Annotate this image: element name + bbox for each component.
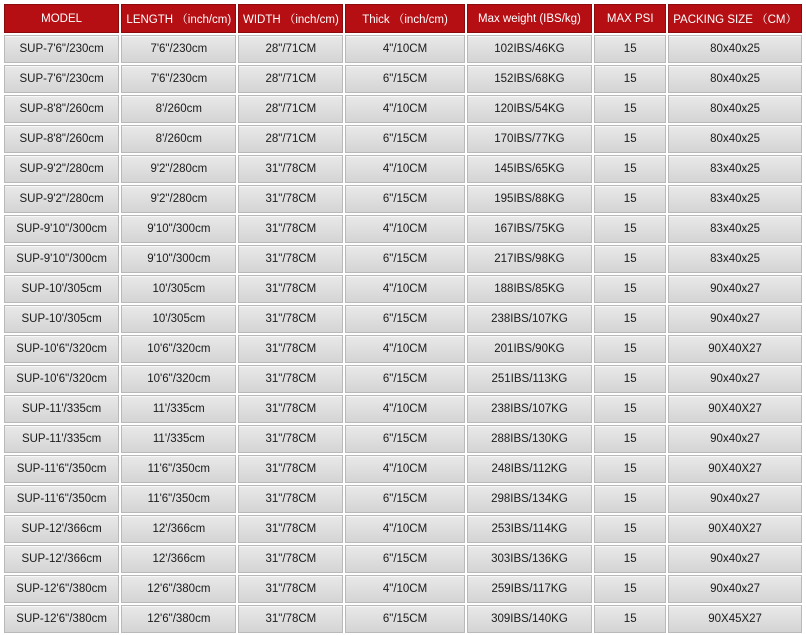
cell-width: 31"/78CM — [238, 485, 343, 513]
cell-thick: 4"/10CM — [345, 515, 464, 543]
cell-packing-size: 90X45X27 — [668, 605, 802, 633]
cell-width: 31"/78CM — [238, 575, 343, 603]
cell-max-weight: 238IBS/107KG — [467, 395, 593, 423]
cell-model: SUP-9'10"/300cm — [4, 245, 119, 273]
cell-thick: 4"/10CM — [345, 95, 464, 123]
cell-length: 12'6"/380cm — [121, 605, 236, 633]
table-row — [4, 185, 802, 213]
cell-max-psi: 15 — [594, 65, 666, 93]
cell-length: 11'/335cm — [121, 395, 236, 423]
cell-width: 31"/78CM — [238, 545, 343, 573]
product-spec-table — [2, 2, 804, 635]
cell-packing-size: 80x40x25 — [668, 35, 802, 63]
cell-thick: 6"/15CM — [345, 125, 464, 153]
cell-thick: 6"/15CM — [345, 605, 464, 633]
cell-max-weight: 152IBS/68KG — [467, 65, 593, 93]
cell-thick: 4"/10CM — [345, 455, 464, 483]
cell-packing-size: 90x40x27 — [668, 575, 802, 603]
cell-packing-size: 83x40x25 — [668, 245, 802, 273]
cell-packing-size: 90X40X27 — [668, 455, 802, 483]
cell-width: 31"/78CM — [238, 305, 343, 333]
cell-packing-size: 83x40x25 — [668, 215, 802, 243]
cell-thick: 6"/15CM — [345, 485, 464, 513]
cell-packing-size: 90X40X27 — [668, 515, 802, 543]
cell-model: SUP-9'10"/300cm — [4, 215, 119, 243]
cell-packing-size: 80x40x25 — [668, 95, 802, 123]
cell-max-psi: 15 — [594, 395, 666, 423]
cell-width: 28"/71CM — [238, 125, 343, 153]
cell-width: 31"/78CM — [238, 335, 343, 363]
cell-thick: 6"/15CM — [345, 365, 464, 393]
cell-packing-size: 83x40x25 — [668, 155, 802, 183]
cell-length: 12'6"/380cm — [121, 575, 236, 603]
cell-model: SUP-9'2"/280cm — [4, 155, 119, 183]
table-body — [4, 35, 802, 633]
cell-length: 11'6"/350cm — [121, 455, 236, 483]
cell-max-psi: 15 — [594, 365, 666, 393]
cell-thick: 4"/10CM — [345, 395, 464, 423]
cell-length: 9'2"/280cm — [121, 185, 236, 213]
cell-model: SUP-8'8"/260cm — [4, 125, 119, 153]
cell-model: SUP-12'6"/380cm — [4, 575, 119, 603]
table-row — [4, 95, 802, 123]
cell-model: SUP-10'/305cm — [4, 275, 119, 303]
cell-length: 12'/366cm — [121, 515, 236, 543]
table-row — [4, 575, 802, 603]
cell-model: SUP-11'/335cm — [4, 395, 119, 423]
cell-max-psi: 15 — [594, 275, 666, 303]
table-row — [4, 335, 802, 363]
cell-length: 8'/260cm — [121, 125, 236, 153]
cell-packing-size: 80x40x25 — [668, 125, 802, 153]
cell-packing-size: 90x40x27 — [668, 365, 802, 393]
cell-length: 7'6"/230cm — [121, 65, 236, 93]
table-row — [4, 425, 802, 453]
cell-width: 31"/78CM — [238, 275, 343, 303]
table-row — [4, 545, 802, 573]
table-row — [4, 65, 802, 93]
table-row — [4, 515, 802, 543]
cell-max-weight: 188IBS/85KG — [467, 275, 593, 303]
header-row — [4, 4, 802, 33]
cell-max-weight: 120IBS/54KG — [467, 95, 593, 123]
cell-max-psi: 15 — [594, 215, 666, 243]
cell-width: 31"/78CM — [238, 395, 343, 423]
cell-length: 8'/260cm — [121, 95, 236, 123]
cell-model: SUP-7'6"/230cm — [4, 65, 119, 93]
cell-thick: 4"/10CM — [345, 215, 464, 243]
cell-length: 11'6"/350cm — [121, 485, 236, 513]
cell-model: SUP-8'8"/260cm — [4, 95, 119, 123]
cell-thick: 6"/15CM — [345, 245, 464, 273]
cell-width: 31"/78CM — [238, 455, 343, 483]
cell-thick: 6"/15CM — [345, 545, 464, 573]
header-model: MODEL — [4, 4, 119, 33]
cell-thick: 4"/10CM — [345, 275, 464, 303]
cell-max-psi: 15 — [594, 545, 666, 573]
cell-width: 31"/78CM — [238, 365, 343, 393]
cell-thick: 6"/15CM — [345, 65, 464, 93]
cell-width: 28"/71CM — [238, 95, 343, 123]
cell-width: 28"/71CM — [238, 65, 343, 93]
cell-thick: 4"/10CM — [345, 575, 464, 603]
cell-packing-size: 83x40x25 — [668, 185, 802, 213]
cell-width: 31"/78CM — [238, 515, 343, 543]
cell-width: 28"/71CM — [238, 35, 343, 63]
cell-length: 10'/305cm — [121, 305, 236, 333]
cell-model: SUP-10'6"/320cm — [4, 365, 119, 393]
cell-thick: 6"/15CM — [345, 305, 464, 333]
cell-max-weight: 248IBS/112KG — [467, 455, 593, 483]
cell-packing-size: 90X40X27 — [668, 335, 802, 363]
cell-length: 10'6"/320cm — [121, 335, 236, 363]
cell-max-psi: 15 — [594, 125, 666, 153]
cell-model: SUP-11'6"/350cm — [4, 455, 119, 483]
cell-max-psi: 15 — [594, 455, 666, 483]
table-row — [4, 485, 802, 513]
cell-length: 10'6"/320cm — [121, 365, 236, 393]
cell-length: 9'2"/280cm — [121, 155, 236, 183]
cell-model: SUP-11'6"/350cm — [4, 485, 119, 513]
cell-max-weight: 309IBS/140KG — [467, 605, 593, 633]
cell-width: 31"/78CM — [238, 185, 343, 213]
cell-thick: 6"/15CM — [345, 425, 464, 453]
cell-max-weight: 167IBS/75KG — [467, 215, 593, 243]
table-row — [4, 275, 802, 303]
cell-length: 9'10"/300cm — [121, 245, 236, 273]
cell-packing-size: 90x40x27 — [668, 275, 802, 303]
cell-max-psi: 15 — [594, 185, 666, 213]
cell-model: SUP-12'/366cm — [4, 515, 119, 543]
table-row — [4, 245, 802, 273]
cell-model: SUP-9'2"/280cm — [4, 185, 119, 213]
cell-max-weight: 238IBS/107KG — [467, 305, 593, 333]
cell-max-weight: 259IBS/117KG — [467, 575, 593, 603]
cell-width: 31"/78CM — [238, 245, 343, 273]
header-max-weight: Max weight (IBS/kg) — [467, 4, 593, 33]
cell-width: 31"/78CM — [238, 155, 343, 183]
cell-max-psi: 15 — [594, 155, 666, 183]
cell-max-weight: 195IBS/88KG — [467, 185, 593, 213]
cell-max-weight: 201IBS/90KG — [467, 335, 593, 363]
cell-model: SUP-12'/366cm — [4, 545, 119, 573]
cell-max-psi: 15 — [594, 95, 666, 123]
cell-max-psi: 15 — [594, 605, 666, 633]
cell-thick: 4"/10CM — [345, 35, 464, 63]
cell-max-psi: 15 — [594, 425, 666, 453]
cell-packing-size: 90x40x27 — [668, 305, 802, 333]
cell-max-psi: 15 — [594, 485, 666, 513]
table-row — [4, 35, 802, 63]
cell-packing-size: 90X40X27 — [668, 395, 802, 423]
cell-max-psi: 15 — [594, 575, 666, 603]
cell-max-weight: 217IBS/98KG — [467, 245, 593, 273]
header-max-psi: MAX PSI — [594, 4, 666, 33]
table-row — [4, 365, 802, 393]
cell-width: 31"/78CM — [238, 215, 343, 243]
cell-max-weight: 145IBS/65KG — [467, 155, 593, 183]
cell-max-psi: 15 — [594, 35, 666, 63]
cell-max-psi: 15 — [594, 515, 666, 543]
cell-max-weight: 251IBS/113KG — [467, 365, 593, 393]
cell-model: SUP-10'6"/320cm — [4, 335, 119, 363]
cell-model: SUP-7'6"/230cm — [4, 35, 119, 63]
header-thick: Thick （inch/cm) — [345, 4, 464, 33]
cell-max-weight: 288IBS/130KG — [467, 425, 593, 453]
table-row — [4, 605, 802, 633]
table-row — [4, 125, 802, 153]
table-row — [4, 305, 802, 333]
cell-length: 9'10"/300cm — [121, 215, 236, 243]
cell-max-psi: 15 — [594, 335, 666, 363]
cell-model: SUP-11'/335cm — [4, 425, 119, 453]
header-width: WIDTH （inch/cm) — [238, 4, 343, 33]
header-packing-size: PACKING SIZE （CM） — [668, 4, 802, 33]
cell-packing-size: 80x40x25 — [668, 65, 802, 93]
cell-length: 7'6"/230cm — [121, 35, 236, 63]
table-row — [4, 215, 802, 243]
cell-model: SUP-12'6"/380cm — [4, 605, 119, 633]
cell-length: 12'/366cm — [121, 545, 236, 573]
cell-width: 31"/78CM — [238, 425, 343, 453]
cell-thick: 4"/10CM — [345, 155, 464, 183]
cell-max-weight: 303IBS/136KG — [467, 545, 593, 573]
cell-max-weight: 170IBS/77KG — [467, 125, 593, 153]
cell-packing-size: 90x40x27 — [668, 545, 802, 573]
cell-model: SUP-10'/305cm — [4, 305, 119, 333]
cell-max-psi: 15 — [594, 305, 666, 333]
cell-max-weight: 253IBS/114KG — [467, 515, 593, 543]
table-row — [4, 455, 802, 483]
cell-max-psi: 15 — [594, 245, 666, 273]
cell-length: 10'/305cm — [121, 275, 236, 303]
cell-length: 11'/335cm — [121, 425, 236, 453]
cell-max-weight: 298IBS/134KG — [467, 485, 593, 513]
cell-packing-size: 90x40x27 — [668, 425, 802, 453]
cell-thick: 6"/15CM — [345, 185, 464, 213]
cell-max-weight: 102IBS/46KG — [467, 35, 593, 63]
cell-packing-size: 90x40x27 — [668, 485, 802, 513]
header-length: LENGTH （inch/cm) — [121, 4, 236, 33]
cell-thick: 4"/10CM — [345, 335, 464, 363]
table-row — [4, 155, 802, 183]
table-row — [4, 395, 802, 423]
cell-width: 31"/78CM — [238, 605, 343, 633]
